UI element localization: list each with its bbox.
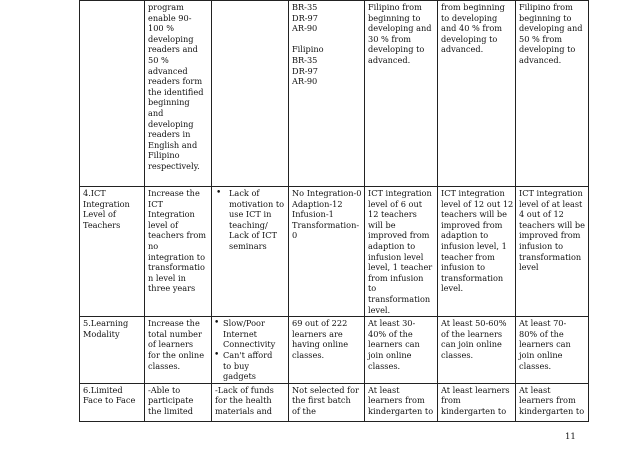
cell-line: learners can	[368, 339, 420, 350]
cell-target-2	[438, 187, 516, 317]
cell-line: no	[148, 240, 159, 251]
cell-line: Integration	[148, 209, 195, 220]
cell-root-cause	[212, 317, 289, 384]
cell-line: Modality	[83, 328, 120, 339]
cell-line: enable 90-	[148, 12, 192, 23]
cell-area	[80, 317, 145, 384]
table-row	[80, 317, 589, 384]
table-row	[80, 187, 589, 317]
table-row	[80, 1, 589, 187]
cell-line: • Can't afford	[223, 349, 273, 360]
cell-line: developing	[148, 118, 194, 129]
cell-line: Integration	[83, 198, 130, 209]
cell-objective	[145, 383, 212, 421]
cell-line: join online	[368, 349, 412, 360]
cell-line: 5.Learning	[83, 318, 129, 329]
cell-target-3	[516, 317, 589, 384]
cell-line: 69 out of 222	[292, 318, 348, 329]
cell-line: teachers from	[148, 230, 207, 241]
cell-line: classes.	[519, 360, 552, 371]
cell-target-3	[516, 1, 589, 187]
plan-table	[79, 0, 589, 422]
cell-line: readers form	[148, 76, 203, 87]
cell-line: level of 12 out 12	[441, 198, 514, 209]
cell-line: 4.ICT	[83, 188, 106, 198]
cell-line	[292, 34, 362, 45]
cell-line: 6.Limited	[83, 384, 123, 395]
cell-line: classes.	[292, 349, 325, 360]
bullet-list	[215, 188, 286, 252]
cell-line: DR-97	[292, 65, 318, 76]
cell-objective	[145, 187, 212, 317]
cell-line: learners from	[519, 395, 576, 406]
cell-target-2	[438, 317, 516, 384]
cell-line: the first batch	[292, 395, 351, 406]
cell-line: At least 70-	[519, 318, 567, 329]
cell-line: 40% of the	[368, 328, 413, 339]
cell-root-cause	[212, 1, 289, 187]
cell-line: -Lack of funds	[215, 384, 274, 395]
cell-line: of learners	[148, 339, 194, 350]
cell-line: having online	[292, 339, 349, 350]
cell-target-1	[365, 317, 438, 384]
cell-root-cause	[212, 383, 289, 421]
cell-line: integration to	[148, 251, 205, 262]
bullet-item	[215, 350, 286, 382]
cell-line: teacher from	[441, 251, 495, 262]
cell-line: 80% of the	[519, 328, 564, 339]
cell-target-1	[365, 1, 438, 187]
cell-line: Level of	[83, 209, 116, 220]
cell-line: -Able to	[148, 384, 181, 395]
cell-line: can join online	[441, 339, 502, 350]
cell-target-1	[365, 383, 438, 421]
cell-line: AR-90	[292, 76, 318, 87]
bullet-item	[215, 188, 286, 252]
cell-line: Increase the	[148, 188, 200, 198]
cell-line: kindergarten to	[368, 405, 434, 416]
cell-line: three years	[148, 283, 196, 294]
cell-line: Filipino	[292, 44, 324, 55]
cell-line: the identified	[148, 86, 204, 97]
cell-line: and	[148, 107, 164, 118]
cell-line: advanced.	[519, 54, 562, 65]
cell-line: Filipino	[148, 150, 180, 161]
cell-line: infusion level	[368, 251, 424, 262]
cell-objective	[145, 1, 212, 187]
cell-line: developing and	[368, 23, 432, 34]
cell-line: adaption to	[441, 230, 489, 241]
cell-line: classes.	[368, 360, 401, 371]
cell-line: ICT integration	[368, 188, 432, 198]
cell-line: from	[441, 395, 461, 406]
cell-line: adaption to	[368, 240, 416, 251]
cell-target-1	[365, 187, 438, 317]
cell-line: gadgets	[223, 371, 256, 382]
cell-line: Adaption-12	[292, 198, 343, 209]
cell-line: Filipino from	[368, 2, 422, 12]
cell-objective	[145, 317, 212, 384]
cell-target-2	[438, 1, 516, 187]
cell-line: AR-90	[292, 23, 318, 34]
cell-line: readers and	[148, 44, 198, 55]
cell-line: participate	[148, 395, 194, 406]
cell-line: improved from	[441, 219, 503, 230]
cell-line: At least	[368, 384, 400, 395]
cell-line: learners are	[292, 328, 343, 339]
cell-line: transformatio	[148, 262, 205, 273]
cell-line: Infusion-1	[292, 209, 334, 220]
cell-line: • Slow/Poor	[223, 318, 265, 329]
cell-line: learners from	[368, 395, 425, 406]
cell-line: to buy	[223, 360, 249, 371]
cell-line: 12 teachers	[368, 209, 417, 220]
cell-root-cause	[212, 187, 289, 317]
cell-area	[80, 383, 145, 421]
cell-line: DR-97	[292, 12, 318, 23]
cell-line: and 40 % from	[441, 23, 503, 34]
cell-target-2	[438, 383, 516, 421]
cell-line: beginning to	[368, 12, 421, 23]
cell-line: readers in	[148, 129, 191, 140]
cell-line: join online	[519, 349, 563, 360]
cell-line: developing and	[519, 23, 583, 34]
cell-line: developing to	[519, 44, 576, 55]
cell-line: level.	[441, 283, 464, 294]
cell-line: respectively.	[148, 160, 200, 171]
cell-line: Transformation-	[292, 219, 360, 230]
cell-line: developing to	[368, 44, 425, 55]
cell-line: for the health	[215, 395, 272, 406]
cell-line: At least 30-	[368, 318, 416, 329]
cell-line: motivation to	[229, 198, 285, 209]
cell-line: Lack of ICT	[229, 230, 277, 241]
cell-line: BR-35	[292, 54, 318, 65]
page-number: 11	[565, 432, 576, 442]
cell-line: beginning to	[519, 12, 572, 23]
cell-line: At least learners	[441, 384, 510, 395]
cell-line: classes.	[441, 349, 474, 360]
cell-target-3	[516, 383, 589, 421]
table-row	[80, 383, 589, 421]
cell-line: developing to	[441, 33, 498, 44]
cell-line: kindergarten to	[441, 405, 507, 416]
cell-line: Connectivity	[223, 339, 276, 350]
cell-line: No Integration-0	[292, 188, 362, 198]
cell-line: Filipino from	[519, 2, 573, 12]
cell-line: transformation	[368, 293, 431, 304]
cell-line: from infusion	[368, 272, 424, 283]
cell-line: level of 6 out	[368, 198, 423, 209]
cell-baseline	[289, 317, 365, 384]
cell-line: 50 %	[148, 54, 169, 65]
cell-line: for the online	[148, 349, 205, 360]
cell-line: beginning	[148, 97, 190, 108]
cell-line: teachers will be	[441, 209, 507, 220]
cell-line: transformation	[519, 251, 582, 262]
cell-line: level, 1 teacher	[368, 262, 433, 273]
cell-line: program	[148, 2, 184, 12]
cell-line: 0	[292, 230, 298, 241]
cell-line: to	[368, 283, 377, 294]
cell-line: will be	[368, 219, 396, 230]
cell-line: from beginning	[441, 2, 505, 12]
cell-line: ICT integration	[519, 188, 583, 198]
cell-line: level	[519, 262, 539, 273]
cell-line: classes.	[148, 360, 181, 371]
cell-line: teachers will be	[519, 219, 585, 230]
cell-line: to developing	[441, 12, 498, 23]
cell-baseline	[289, 383, 365, 421]
cell-line: learners can	[519, 339, 571, 350]
cell-line: n level in	[148, 272, 186, 283]
cell-line: advanced.	[368, 54, 411, 65]
cell-line: of the learners	[441, 328, 503, 339]
cell-line: level.	[368, 304, 391, 315]
cell-line: 30 % from	[368, 33, 412, 44]
cell-line: At least 50-60%	[441, 318, 507, 329]
cell-line: infusion to	[441, 262, 486, 273]
cell-line: improved from	[368, 230, 430, 241]
cell-line: infusion level, 1	[441, 240, 507, 251]
cell-line: transformation	[441, 272, 504, 283]
cell-baseline	[289, 187, 365, 317]
cell-target-3	[516, 187, 589, 317]
cell-line: • Lack of	[229, 188, 260, 198]
cell-line: of the	[292, 405, 316, 416]
cell-line: 4 out of 12	[519, 209, 564, 220]
cell-baseline	[289, 1, 365, 187]
cell-line: level of at least	[519, 198, 583, 209]
cell-line: Face to Face	[83, 395, 136, 406]
cell-line: Increase the	[148, 318, 200, 329]
bullet-item	[215, 318, 286, 350]
cell-line: seminars	[229, 240, 267, 251]
cell-line: ICT integration	[441, 188, 505, 198]
cell-line: Not selected for	[292, 384, 359, 395]
cell-line: 100 %	[148, 23, 175, 34]
cell-line: teaching/	[229, 219, 268, 230]
cell-line: advanced.	[441, 44, 484, 55]
cell-line: kindergarten to	[519, 405, 585, 416]
cell-area	[80, 187, 145, 317]
cell-area	[80, 1, 145, 187]
cell-line: ICT	[148, 198, 163, 209]
cell-line: 50 % from	[519, 33, 563, 44]
cell-line: infusion to	[519, 240, 564, 251]
cell-line: Internet	[223, 328, 257, 339]
cell-line: improved from	[519, 230, 581, 241]
cell-line: materials and	[215, 405, 273, 416]
cell-line: English and	[148, 139, 198, 150]
cell-line: advanced	[148, 65, 188, 76]
bullet-list	[215, 318, 286, 382]
cell-line: level of	[148, 219, 179, 230]
cell-line: developing	[148, 33, 194, 44]
cell-line: At least	[519, 384, 551, 395]
cell-line: use ICT in	[229, 209, 272, 220]
cell-line: Teachers	[83, 219, 121, 230]
cell-line: BR-35	[292, 2, 318, 12]
cell-line: total number	[148, 328, 202, 339]
cell-line: the limited	[148, 405, 194, 416]
